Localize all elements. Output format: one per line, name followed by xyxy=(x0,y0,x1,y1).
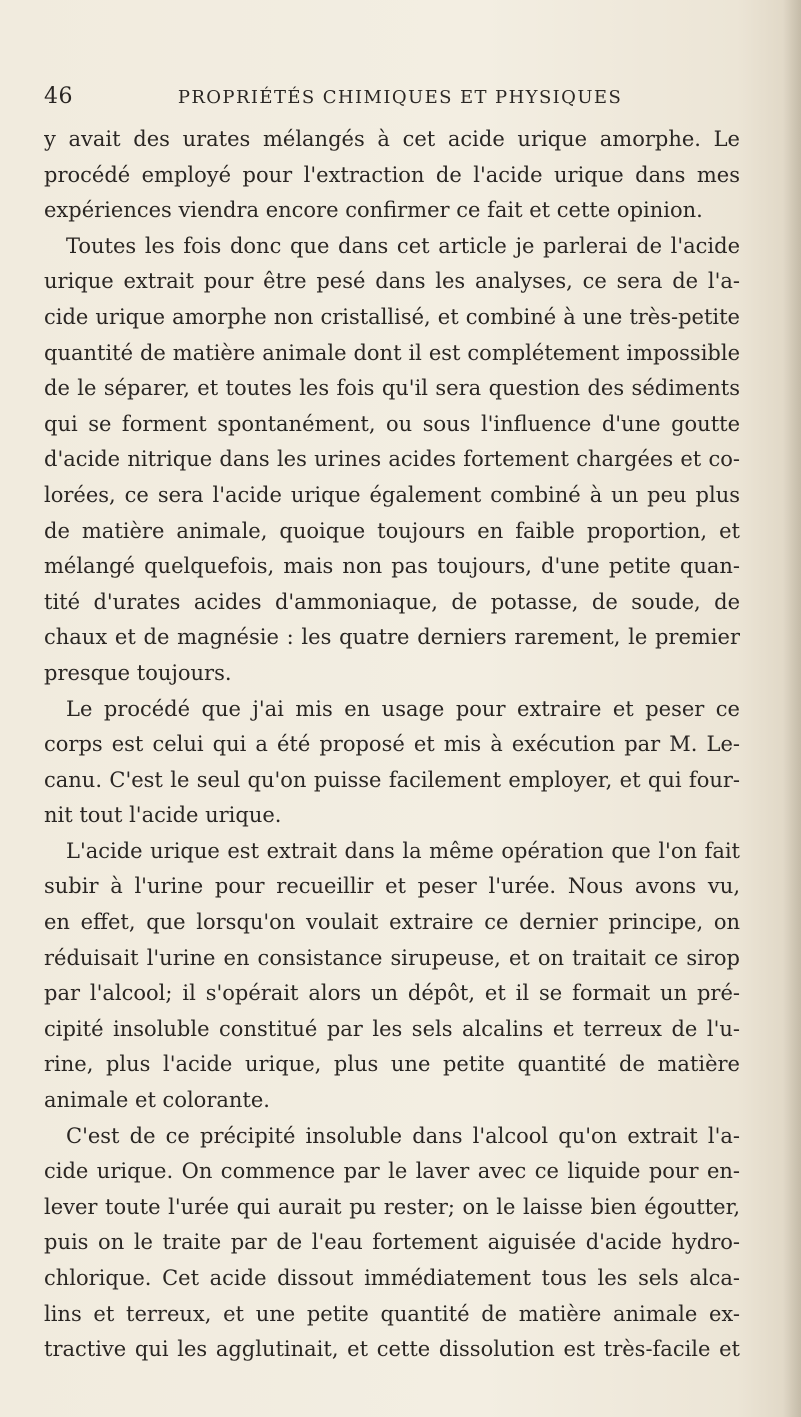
text-line: canu. C'est le seul qu'on puisse facilement employer, et qui four- xyxy=(44,767,740,792)
page-edge-shadow xyxy=(783,0,801,1417)
text-line: y avait des urates mélangés à cet acide urique amorphe. Le xyxy=(44,127,740,151)
page-header xyxy=(44,84,744,114)
text-line: tractive qui les agglutinait, et cette dissolution est très-facile et xyxy=(44,1337,740,1362)
text-line: d'acide nitrique dans les urines acides fortement chargées et co- xyxy=(44,447,740,472)
text-line: de matière animale, quoique toujours en faible proportion, et xyxy=(44,518,740,543)
text-line: presque toujours. xyxy=(44,660,232,685)
text-line: subir à l'urine pour recueillir et peser l'urée. Nous avons vu, xyxy=(44,874,740,899)
text-line: réduisait l'urine en consistance sirupeuse, et on traitait ce sirop xyxy=(44,945,740,970)
text-line: urique extrait pour être pesé dans les analyses, ce sera de l'a- xyxy=(44,269,740,294)
page-number: 46 xyxy=(44,84,73,109)
text-line: mélangé quelquefois, mais non pas toujours, d'une petite quan- xyxy=(44,554,740,579)
text-line: puis on le traite par de l'eau fortement aiguisée d'acide hydro- xyxy=(44,1230,740,1255)
text-line: par l'alcool; il s'opérait alors un dépôt, et il se formait un pré- xyxy=(44,981,740,1006)
text-line: de le séparer, et toutes les fois qu'il sera question des sédiments xyxy=(44,376,740,401)
text-line: C'est de ce précipité insoluble dans l'alcool qu'on extrait l'a- xyxy=(66,1123,740,1148)
text-line: Toutes les fois donc que dans cet article je parlerai de l'acide xyxy=(66,233,740,258)
text-line: lorées, ce sera l'acide urique également combiné à un peu plus xyxy=(44,482,740,507)
text-line: en effet, que lorsqu'on voulait extraire ce dernier principe, on xyxy=(44,910,740,935)
body-text xyxy=(44,122,740,1368)
text-line: cipité insoluble constitué par les sels alcalins et terreux de l'u- xyxy=(44,1016,740,1041)
text-line: nit tout l'acide urique. xyxy=(44,803,282,828)
text-line: L'acide urique est extrait dans la même opération que l'on fait xyxy=(66,838,740,863)
text-line: cide urique amorphe non cristallisé, et combiné à une très-petite xyxy=(44,304,740,329)
text-line: quantité de matière animale dont il est complétement impossible xyxy=(44,340,740,365)
text-line: animale et colorante. xyxy=(44,1088,270,1113)
text-line: lever toute l'urée qui aurait pu rester; on le laisse bien égoutter, xyxy=(44,1194,740,1219)
text-line: chlorique. Cet acide dissout immédiatement tous les sels alca- xyxy=(44,1266,740,1290)
running-head: PROPRIÉTÉS CHIMIQUES ET PHYSIQUES xyxy=(177,87,623,108)
text-line: chaux et de magnésie : les quatre derniers rarement, le premier xyxy=(44,625,740,650)
text-line: cide urique. On commence par le laver avec ce liquide pour en- xyxy=(44,1159,740,1184)
text-line: qui se forment spontanément, ou sous l'influence d'une goutte xyxy=(44,411,740,436)
text-line: lins et terreux, et une petite quantité de matière animale ex- xyxy=(44,1301,740,1326)
text-line: Le procédé que j'ai mis en usage pour extraire et peser ce xyxy=(66,696,740,721)
text-line: rine, plus l'acide urique, plus une petite quantité de matière xyxy=(44,1052,740,1077)
text-line: procédé employé pour l'extraction de l'acide urique dans mes xyxy=(44,162,740,187)
text-line: tité d'urates acides d'ammoniaque, de potasse, de soude, de xyxy=(44,589,740,614)
text-line: expériences viendra encore confirmer ce fait et cette opinion. xyxy=(44,198,703,223)
text-line: corps est celui qui a été proposé et mis à exécution par M. Le- xyxy=(44,732,740,757)
